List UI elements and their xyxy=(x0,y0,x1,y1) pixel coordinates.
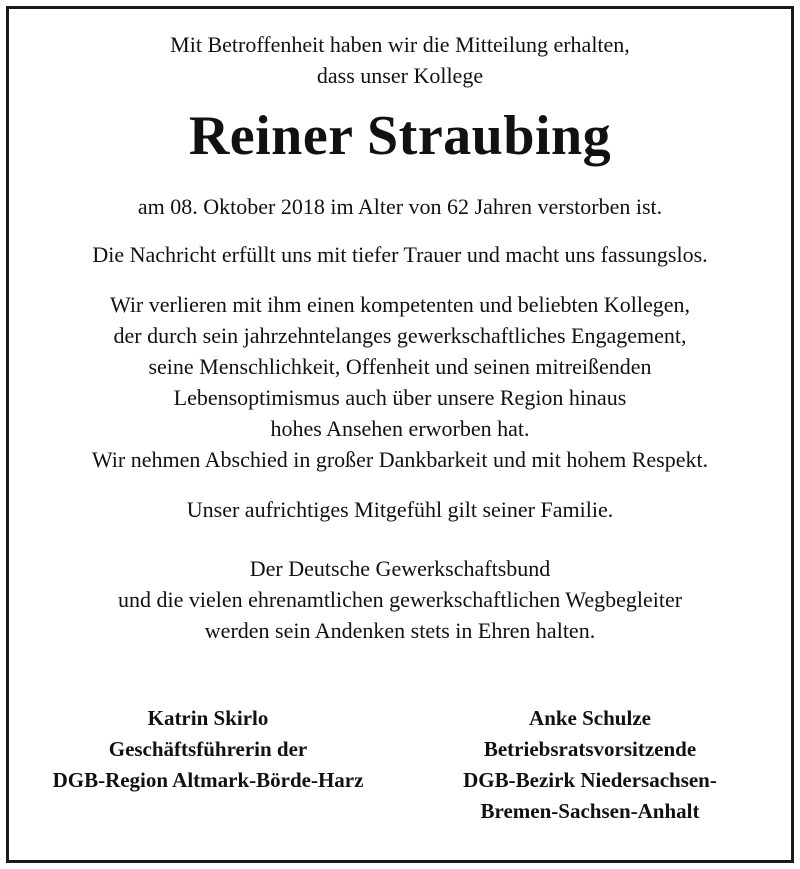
tribute-paragraph xyxy=(0,289,800,475)
intro-line-2: dass unser Kollege xyxy=(316,63,484,88)
signatory-title: Betriebsratsvorsitzende xyxy=(483,737,697,761)
tribute-line: seine Menschlichkeit, Offenheit und seinen mitreißenden xyxy=(148,354,652,379)
death-notice: am 08. Oktober 2018 im Alter von 62 Jahren verstorben ist. xyxy=(137,194,663,219)
intro-text xyxy=(0,29,800,91)
tribute-line: Lebensoptimismus auch über unsere Region hinaus xyxy=(173,385,627,410)
intro-line-1: Mit Betroffenheit haben wir die Mitteilung erhalten, xyxy=(170,32,630,57)
signatory-organization: DGB-Bezirk Niedersachsen- xyxy=(463,768,717,792)
grief-statement: Die Nachricht erfüllt uns mit tiefer Trauer und macht uns fassungslos. xyxy=(92,242,708,267)
union-statement xyxy=(0,553,800,646)
tribute-line: Wir verlieren mit ihm einen kompetenten und beliebten Kollegen, xyxy=(109,292,691,317)
deceased-name: Reiner Straubing xyxy=(188,105,612,167)
signature-right xyxy=(400,703,780,827)
union-line: werden sein Andenken stets in Ehren halten. xyxy=(204,618,596,643)
signatory-name: Katrin Skirlo xyxy=(147,706,269,730)
union-line: und die vielen ehrenamtlichen gewerkschaftlichen Wegbegleiter xyxy=(117,587,683,612)
signature-left xyxy=(18,703,398,796)
sympathy-statement: Unser aufrichtiges Mitgefühl gilt seiner Familie. xyxy=(186,497,614,522)
signatory-organization: Bremen-Sachsen-Anhalt xyxy=(480,799,700,823)
signatures xyxy=(0,703,800,843)
tribute-line: Wir nehmen Abschied in großer Dankbarkeit und mit hohem Respekt. xyxy=(91,447,709,472)
tribute-line: hohes Ansehen erworben hat. xyxy=(270,416,530,441)
tribute-line: der durch sein jahrzehntelanges gewerkschaftliches Engagement, xyxy=(113,323,687,348)
union-line: Der Deutsche Gewerkschaftsbund xyxy=(249,556,551,581)
signatory-name: Anke Schulze xyxy=(529,706,651,730)
signatory-organization: DGB-Region Altmark-Börde-Harz xyxy=(52,768,364,792)
signatory-title: Geschäftsführerin der xyxy=(108,737,308,761)
